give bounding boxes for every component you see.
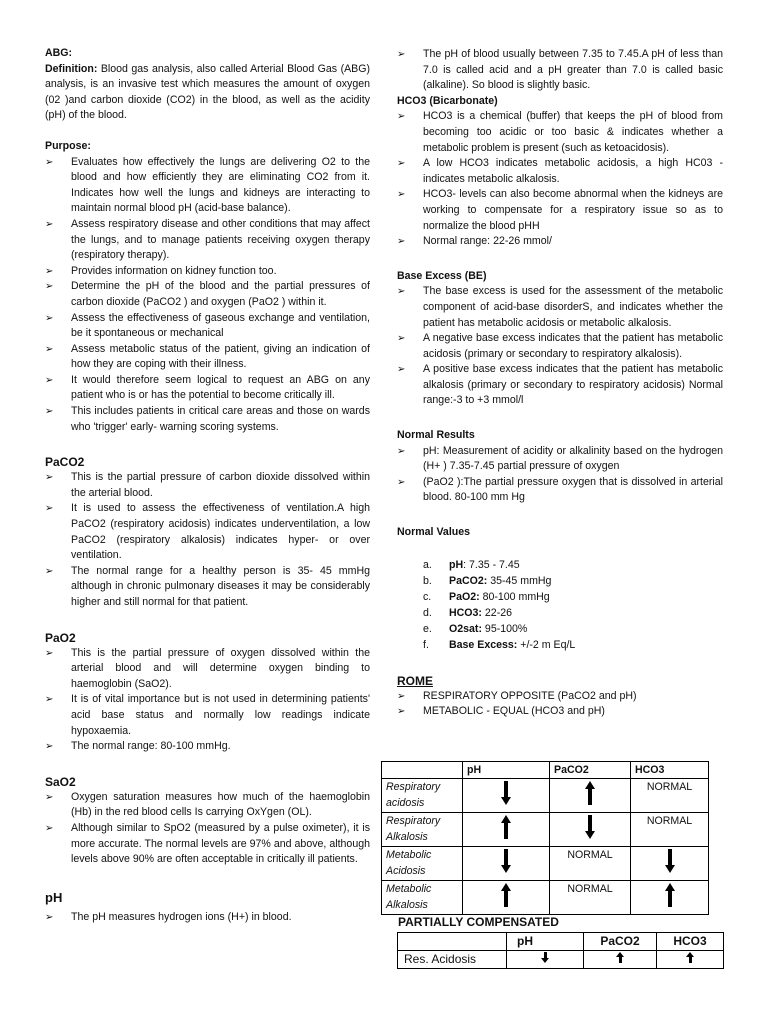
table-header-cell: HCO3 (631, 762, 709, 779)
sao2-title: SaO2 (45, 774, 76, 789)
hco3-title: HCO3 (Bicarbonate) (397, 94, 498, 107)
arrow-down-icon (585, 815, 595, 839)
arrow-cell (507, 951, 584, 969)
list-item: ➢ Provides information on kidney function too. (45, 264, 370, 280)
list-item: f. Base Excess: +/-2 m Eq/L (423, 638, 576, 651)
arrow-up-icon (686, 952, 694, 963)
arrow-cell (631, 881, 709, 915)
ph-list-continued (397, 47, 723, 94)
purpose-title: Purpose: (45, 139, 91, 152)
arrow-cell (550, 813, 631, 847)
arrow-down-icon (501, 849, 511, 873)
arrow-cell (463, 847, 550, 881)
table-header-cell: PaCO2 (550, 762, 631, 779)
paco2-title: PaCO2 (45, 455, 85, 470)
arrow-cell (463, 813, 550, 847)
arrow-cell (631, 847, 709, 881)
table-row (382, 847, 709, 881)
list-item: ➢ Normal range: 22-26 mmol/ (397, 234, 723, 250)
normal-cell: NORMAL (631, 813, 709, 847)
list-item: ➢ The pH of blood usually between 7.35 to 7.45.A pH of less than 7.0 is called acid and a pH greater than 7.0 is called basic (alkaline). So blood is slightly basic. (397, 47, 723, 94)
normal-values-title: Normal Values (397, 526, 471, 539)
arrow-down-icon (665, 849, 675, 873)
arrow-up-icon (616, 952, 624, 963)
table-header-cell: HCO3 (657, 933, 724, 951)
table-header-cell (382, 762, 463, 779)
arrow-up-icon (501, 883, 511, 907)
list-item: ➢ The normal range: 80-100 mmHg. (45, 739, 370, 755)
list-item: ➢ METABOLIC - EQUAL (HCO3 and pH) (397, 704, 723, 720)
list-item: ➢ It is of vital importance but is not used in determining patients' acid base status and normally low readings indicate hypoxaemia. (45, 692, 370, 739)
list-item: ➢ Assess metabolic status of the patient, giving an indication of how they are coping with their illness. (45, 342, 370, 373)
table-header-cell: PaCO2 (584, 933, 657, 951)
normal-results-title: Normal Results (397, 429, 475, 442)
list-item: ➢ A positive base excess indicates that the patient has metabolic alkalosis (primary or secondary to respiratory acidosis) Normal range:-3 to +3 mmol/l (397, 362, 723, 409)
ph-title: pH (45, 889, 63, 905)
list-item: e. O2sat: 95-100% (423, 622, 528, 635)
normal-cell: NORMAL (631, 779, 709, 813)
list-item: c. PaO2: 80-100 mmHg (423, 590, 550, 603)
row-label: Metabolic Acidosis (382, 847, 463, 881)
arrow-up-icon (501, 815, 511, 839)
arrow-cell (463, 779, 550, 813)
list-item: a. pH: 7.35 - 7.45 (423, 558, 520, 571)
table-header-cell (398, 933, 507, 951)
row-label: Res. Acidosis (398, 951, 507, 969)
list-item: ➢ HCO3- levels can also become abnormal when the kidneys are working to compensate for a respiratory issue so as to normalize the blood pHH (397, 187, 723, 234)
normal-cell: NORMAL (550, 847, 631, 881)
purpose-list (45, 155, 370, 436)
list-item: ➢ It would therefore seem logical to request an ABG on any patient who is or has the potential to become critically ill. (45, 373, 370, 404)
row-label: Respiratory Alkalosis (382, 813, 463, 847)
table-header-cell: pH (507, 933, 584, 951)
arrow-cell (657, 951, 724, 969)
table-row (382, 881, 709, 915)
list-item: ➢ RESPIRATORY OPPOSITE (PaCO2 and pH) (397, 689, 723, 705)
normal-results-list (397, 444, 723, 506)
left-column (45, 46, 370, 925)
table-header-cell: pH (463, 762, 550, 779)
list-item: ➢ The base excess is used for the assessment of the metabolic component of acid-base disorderS, and indicates whether the patient has metabolic acidosis or metabolic alkalosis. (397, 284, 723, 331)
table-header-row (382, 762, 709, 779)
list-item: ➢ Although similar to SpO2 (measured by a pulse oximeter), it is more accurate. The normal levels are 97% and above, although levels above 90% are often acceptable in critically ill patients. (45, 821, 370, 868)
table-row (398, 951, 724, 969)
list-item: ➢ The pH measures hydrogen ions (H+) in blood. (45, 910, 370, 926)
definition-text: Blood gas analysis, also called Arterial Blood Gas (ABG) analysis, is an invasive test which measures the amount of oxygen (02 )and carbon dioxide (CO2) in the blood, as well as the acidity (pH) of the blood. (45, 62, 370, 122)
pao2-list (45, 646, 370, 755)
list-item: ➢ A low HCO3 indicates metabolic acidosis, a high HC03 - indicates metabolic alkalosis. (397, 156, 723, 187)
definition-label: Definition: (45, 62, 98, 75)
table-row (382, 779, 709, 813)
rome-table (381, 761, 709, 915)
normal-values-list (397, 557, 723, 653)
row-label: Respiratory acidosis (382, 779, 463, 813)
paco2-list (45, 470, 370, 610)
arrow-cell (550, 779, 631, 813)
list-item: ➢ It is used to assess the effectiveness of ventilation.A high PaCO2 (respiratory acidosis) indicates underventilation, a low PaCO2 (respiratory alkalosis) indicates hyper- or over ventilation. (45, 501, 370, 563)
arrow-down-icon (501, 781, 511, 805)
arrow-up-icon (665, 883, 675, 907)
list-item: ➢ Evaluates how effectively the lungs are delivering O2 to the blood and how efficiently they are eliminating CO2 from it. Indicates how well the lungs and kidneys are interacting to maintain normal blood pH (acid-base balance). (45, 155, 370, 217)
list-item: ➢ HCO3 is a chemical (buffer) that keeps the pH of blood from becoming too acidic or too basic & indicates whether a metabolic problem is present (such as ketoacidosis). (397, 109, 723, 156)
partially-compensated-table (397, 932, 724, 969)
right-column (397, 47, 723, 720)
ph-list-start (45, 910, 370, 926)
list-item: ➢ pH: Measurement of acidity or alkalinity based on the hydrogen (H+ ) 7.35-7.45 partial pressure of oxygen (397, 444, 723, 475)
arrow-cell (584, 951, 657, 969)
be-title: Base Excess (BE) (397, 269, 487, 282)
table-row (382, 813, 709, 847)
list-item: ➢ Assess respiratory disease and other conditions that may affect the lungs, and to manage patients receiving oxygen therapy (respiratory therapy). (45, 217, 370, 264)
sao2-list (45, 790, 370, 868)
arrow-cell (463, 881, 550, 915)
list-item: ➢ This is the partial pressure of oxygen dissolved within the arterial blood and will determine oxygen binding to haemoglobin (SaO2). (45, 646, 370, 693)
list-item: ➢ Assess the effectiveness of gaseous exchange and ventilation, be it spontaneous or mechanical (45, 311, 370, 342)
abg-title: ABG: (45, 47, 73, 59)
partially-compensated-title: PARTIALLY COMPENSATED (398, 915, 559, 929)
rome-list (397, 689, 723, 720)
list-item: ➢ This includes patients in critical care areas and those on wards who 'trigger' early- warning scoring systems. (45, 404, 370, 435)
list-item: ➢ A negative base excess indicates that the patient has metabolic acidosis (primary or secondary to respiratory alkalosis). (397, 331, 723, 362)
list-item: ➢ This is the partial pressure of carbon dioxide dissolved within the arterial blood. (45, 470, 370, 501)
rome-title: ROME (397, 673, 433, 688)
row-label: Metabolic Alkalosis (382, 881, 463, 915)
normal-cell: NORMAL (550, 881, 631, 915)
arrow-down-icon (541, 952, 549, 963)
be-list (397, 284, 723, 409)
list-item: ➢ The normal range for a healthy person is 35- 45 mmHg although in chronic pulmonary diseases it may be considerably higher and still normal for that patient. (45, 564, 370, 611)
list-item: ➢ Oxygen saturation measures how much of the haemoglobin (Hb) in the red blood cells Is carrying OxYgen (OL). (45, 790, 370, 821)
abg-definition (45, 62, 370, 124)
list-item: ➢ Determine the pH of the blood and the partial pressures of carbon dioxide (PaCO2 ) and oxygen (PaO2 ) within it. (45, 279, 370, 310)
arrow-up-icon (585, 781, 595, 805)
list-item: d. HCO3: 22-26 (423, 606, 513, 619)
list-item: ➢ (PaO2 ):The partial pressure oxygen that is dissolved in arterial blood. 80-100 mm Hg (397, 475, 723, 506)
pao2-title: PaO2 (45, 630, 76, 645)
table-header-row (398, 933, 724, 951)
list-item: b. PaCO2: 35-45 mmHg (423, 574, 552, 587)
hco3-list (397, 109, 723, 249)
